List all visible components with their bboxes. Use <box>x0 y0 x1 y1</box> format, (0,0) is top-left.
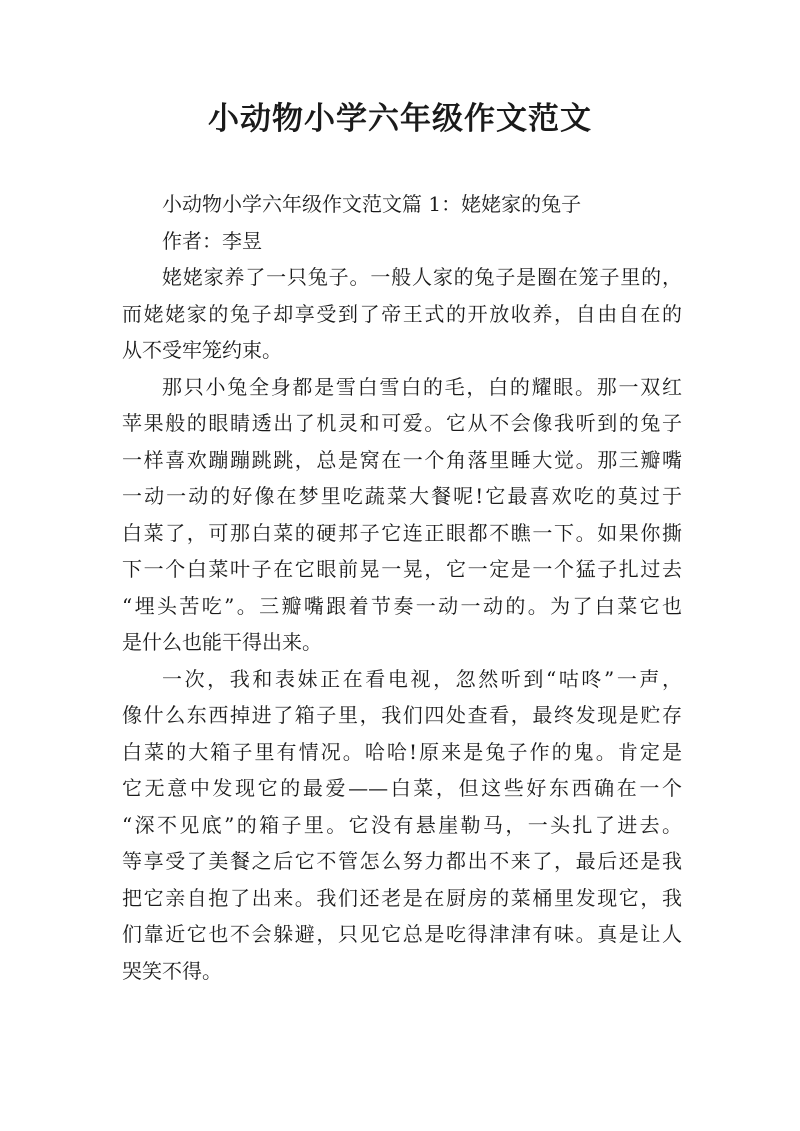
paragraph-line: 而姥姥家的兔子却享受到了帝王式的开放收养，自由自在的 <box>122 301 682 326</box>
paragraph-line: 一动一动的好像在梦里吃蔬菜大餐呢!它最喜欢吃的莫过于 <box>122 484 682 508</box>
subtitle-line: 小动物小学六年级作文范文篇 1：姥姥家的兔子 <box>162 192 582 216</box>
paragraph-2 <box>122 369 682 661</box>
paragraph-line: 白菜了，可那白菜的硬邦子它连正眼都不瞧一下。如果你撕 <box>122 520 682 545</box>
paragraph-3 <box>122 661 682 990</box>
paragraph-line: 等享受了美餐之后它不管怎么努力都出不来了，最后还是我 <box>122 849 682 873</box>
paragraph-line: 从不受牢笼约束。 <box>122 338 282 362</box>
paragraph-line: 它无意中发现它的最爱——白菜，但这些好东西确在一个 <box>122 776 682 800</box>
paragraph-line: 下一个白菜叶子在它眼前晃一晃，它一定是一个猛子扎过去 <box>122 557 682 581</box>
paragraph-line: 是什么也能干得出来。 <box>122 630 322 654</box>
paragraph-line: 苹果般的眼睛透出了机灵和可爱。它从不会像我听到的兔子 <box>122 411 682 435</box>
document-title: 小动物小学六年级作文范文 <box>208 101 592 137</box>
paragraph-line: 那只小兔全身都是雪白雪白的毛，白的耀眼。那一双红 <box>162 374 682 399</box>
paragraph-line: “埋头苦吃”。三瓣嘴跟着节奏一动一动的。为了白菜它也 <box>122 593 682 618</box>
author-line: 作者：李昱 <box>162 228 262 253</box>
paragraph-line: 们靠近它也不会躲避，只见它总是吃得津津有味。真是让人 <box>122 922 682 946</box>
paragraph-line: 白菜的大箱子里有情况。哈哈!原来是兔子作的鬼。肯定是 <box>122 739 682 764</box>
paragraph-line: 一次，我和表妹正在看电视，忽然听到“咕咚”一声， <box>162 666 682 691</box>
paragraph-line: 哭笑不得。 <box>122 958 222 983</box>
paragraph-line: 姥姥家养了一只兔子。一般人家的兔子是圈在笼子里的， <box>162 265 682 289</box>
paragraph-line: 把它亲自抱了出来。我们还老是在厨房的菜桶里发现它，我 <box>122 885 682 910</box>
paragraph-line: “深不见底”的箱子里。它没有悬崖勒马，一头扎了进去。 <box>122 812 682 837</box>
paragraph-line: 像什么东西掉进了箱子里，我们四处查看，最终发现是贮存 <box>122 703 682 727</box>
paragraph-line: 一样喜欢蹦蹦跳跳，总是窝在一个角落里睡大觉。那三瓣嘴 <box>122 447 682 472</box>
paragraph-1 <box>122 259 682 369</box>
document-body <box>122 186 682 989</box>
